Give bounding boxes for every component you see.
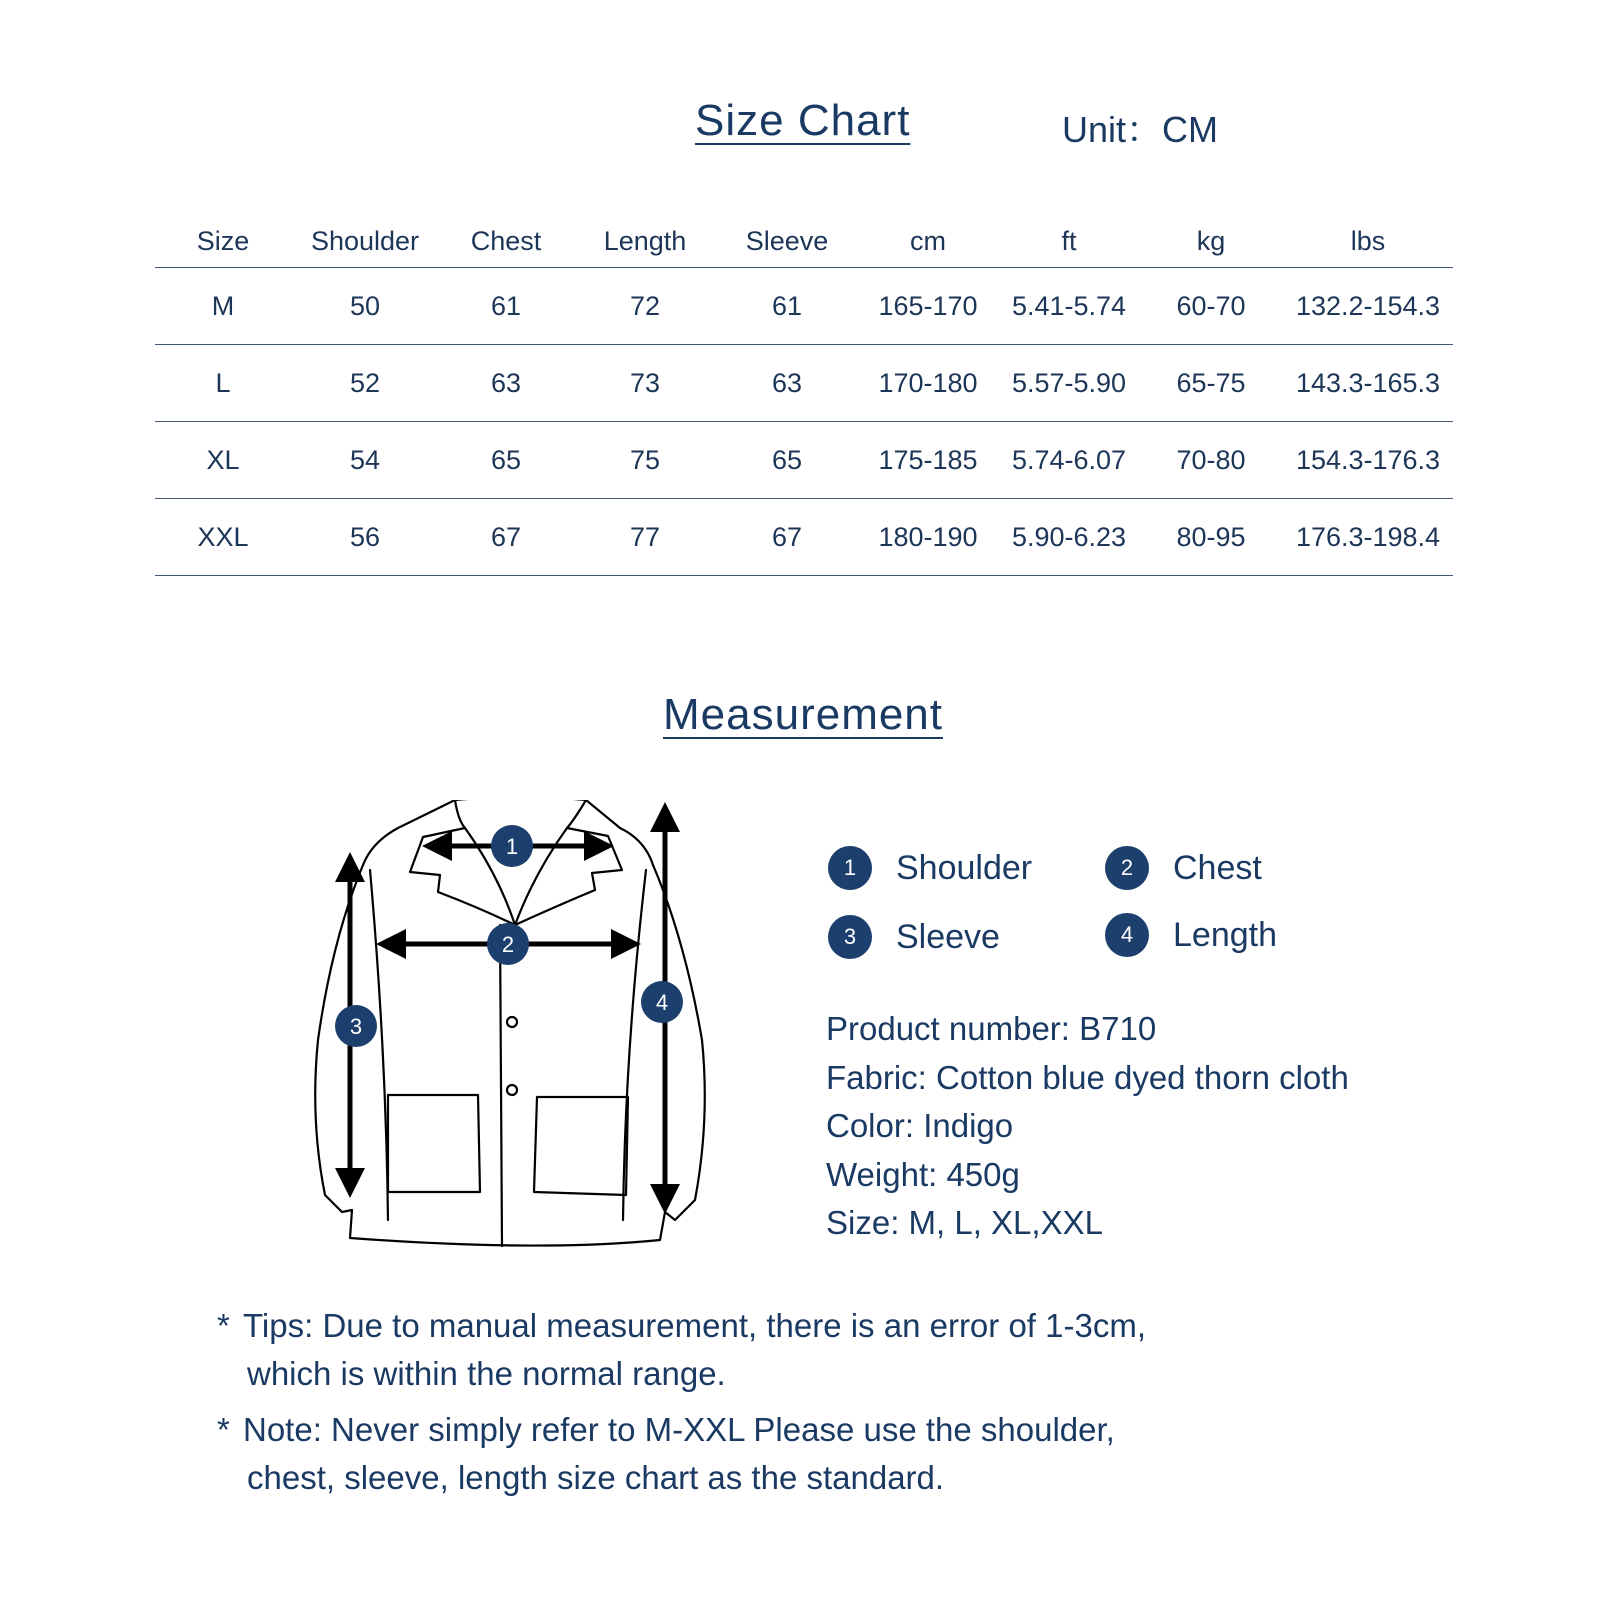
cell-chest: 61 xyxy=(439,268,573,345)
cell-shoulder: 56 xyxy=(291,499,439,576)
marker-label-1: 1 xyxy=(505,834,519,859)
tip-measurement-error xyxy=(217,1302,1317,1398)
cell-kg: 70-80 xyxy=(1139,422,1283,499)
legend-label: Length xyxy=(1173,915,1277,954)
jacket-diagram xyxy=(290,800,730,1260)
cell-lbs: 176.3-198.4 xyxy=(1283,499,1453,576)
table-row xyxy=(155,499,1453,576)
cell-shoulder: 52 xyxy=(291,345,439,422)
cell-sleeve: 65 xyxy=(717,422,857,499)
tip-bullet: * xyxy=(217,1307,230,1344)
size-table xyxy=(155,215,1453,576)
cell-shoulder: 50 xyxy=(291,268,439,345)
cell-kg: 80-95 xyxy=(1139,499,1283,576)
cell-length: 72 xyxy=(573,268,717,345)
column-header-length: Length xyxy=(573,215,717,268)
tip-bullet: * xyxy=(217,1411,230,1448)
marker-label-2: 2 xyxy=(501,932,515,957)
cell-size: XXL xyxy=(155,499,291,576)
column-header-shoulder: Shoulder xyxy=(291,215,439,268)
column-header-sleeve: Sleeve xyxy=(717,215,857,268)
cell-size: XL xyxy=(155,422,291,499)
cell-lbs: 132.2-154.3 xyxy=(1283,268,1453,345)
tips-section xyxy=(217,1302,1317,1510)
table-row xyxy=(155,345,1453,422)
tip-size-note xyxy=(217,1406,1317,1502)
cell-lbs: 143.3-165.3 xyxy=(1283,345,1453,422)
cell-size: M xyxy=(155,268,291,345)
size-chart-title: Size Chart xyxy=(695,96,911,145)
legend-label: Shoulder xyxy=(896,848,1033,887)
cell-ft: 5.41-5.74 xyxy=(999,268,1139,345)
cell-size: L xyxy=(155,345,291,422)
column-header-size: Size xyxy=(155,215,291,268)
cell-ft: 5.57-5.90 xyxy=(999,345,1139,422)
legend-badge: 1 xyxy=(828,846,872,890)
product-color: Color: Indigo xyxy=(826,1107,1014,1144)
legend-length xyxy=(1105,913,1277,957)
cell-kg: 65-75 xyxy=(1139,345,1283,422)
cell-ft: 5.74-6.07 xyxy=(999,422,1139,499)
tip-text: Tips: Due to manual measurement, there is an error of 1-3cm, xyxy=(243,1307,1146,1344)
cell-sleeve: 63 xyxy=(717,345,857,422)
column-header-kg: kg xyxy=(1139,215,1283,268)
table-row xyxy=(155,422,1453,499)
legend-label: Chest xyxy=(1173,848,1262,887)
cell-sleeve: 67 xyxy=(717,499,857,576)
product-sizes: Size: M, L, XL,XXL xyxy=(826,1204,1103,1241)
column-header-ft: ft xyxy=(999,215,1139,268)
cell-length: 73 xyxy=(573,345,717,422)
tip-text-continued: chest, sleeve, length size chart as the standard. xyxy=(247,1459,945,1496)
column-header-chest: Chest xyxy=(439,215,573,268)
legend-label: Sleeve xyxy=(896,917,1000,956)
product-weight: Weight: 450g xyxy=(826,1155,1020,1193)
legend-shoulder xyxy=(828,846,1032,890)
legend-badge: 4 xyxy=(1105,913,1149,957)
cell-length: 77 xyxy=(573,499,717,576)
cell-shoulder: 54 xyxy=(291,422,439,499)
product-number: Product number: B710 xyxy=(826,1010,1157,1047)
product-fabric: Fabric: Cotton blue dyed thorn cloth xyxy=(826,1058,1349,1096)
cell-cm: 170-180 xyxy=(857,345,999,422)
cell-chest: 65 xyxy=(439,422,573,499)
unit-label: Unit：CM xyxy=(1062,109,1219,150)
cell-cm: 165-170 xyxy=(857,268,999,345)
tip-text-continued: which is within the normal range. xyxy=(247,1355,726,1392)
cell-ft: 5.90-6.23 xyxy=(999,499,1139,576)
cell-chest: 67 xyxy=(439,499,573,576)
cell-sleeve: 61 xyxy=(717,268,857,345)
marker-label-4: 4 xyxy=(655,990,669,1015)
legend-chest xyxy=(1105,846,1262,890)
cell-cm: 175-185 xyxy=(857,422,999,499)
table-header-row xyxy=(155,215,1453,268)
measure-arrows xyxy=(350,808,665,1208)
cell-kg: 60-70 xyxy=(1139,268,1283,345)
marker-label-3: 3 xyxy=(349,1014,363,1039)
cell-lbs: 154.3-176.3 xyxy=(1283,422,1453,499)
column-header-lbs: lbs xyxy=(1283,215,1453,268)
column-header-cm: cm xyxy=(857,215,999,268)
measurement-title: Measurement xyxy=(663,690,944,739)
cell-length: 75 xyxy=(573,422,717,499)
tip-text: Note: Never simply refer to M-XXL Please use the shoulder, xyxy=(243,1411,1115,1448)
legend-badge: 2 xyxy=(1105,846,1149,890)
legend-sleeve xyxy=(828,915,1000,959)
legend-badge: 3 xyxy=(828,915,872,959)
product-info xyxy=(826,1005,1349,1248)
table-row xyxy=(155,268,1453,345)
cell-cm: 180-190 xyxy=(857,499,999,576)
cell-chest: 63 xyxy=(439,345,573,422)
